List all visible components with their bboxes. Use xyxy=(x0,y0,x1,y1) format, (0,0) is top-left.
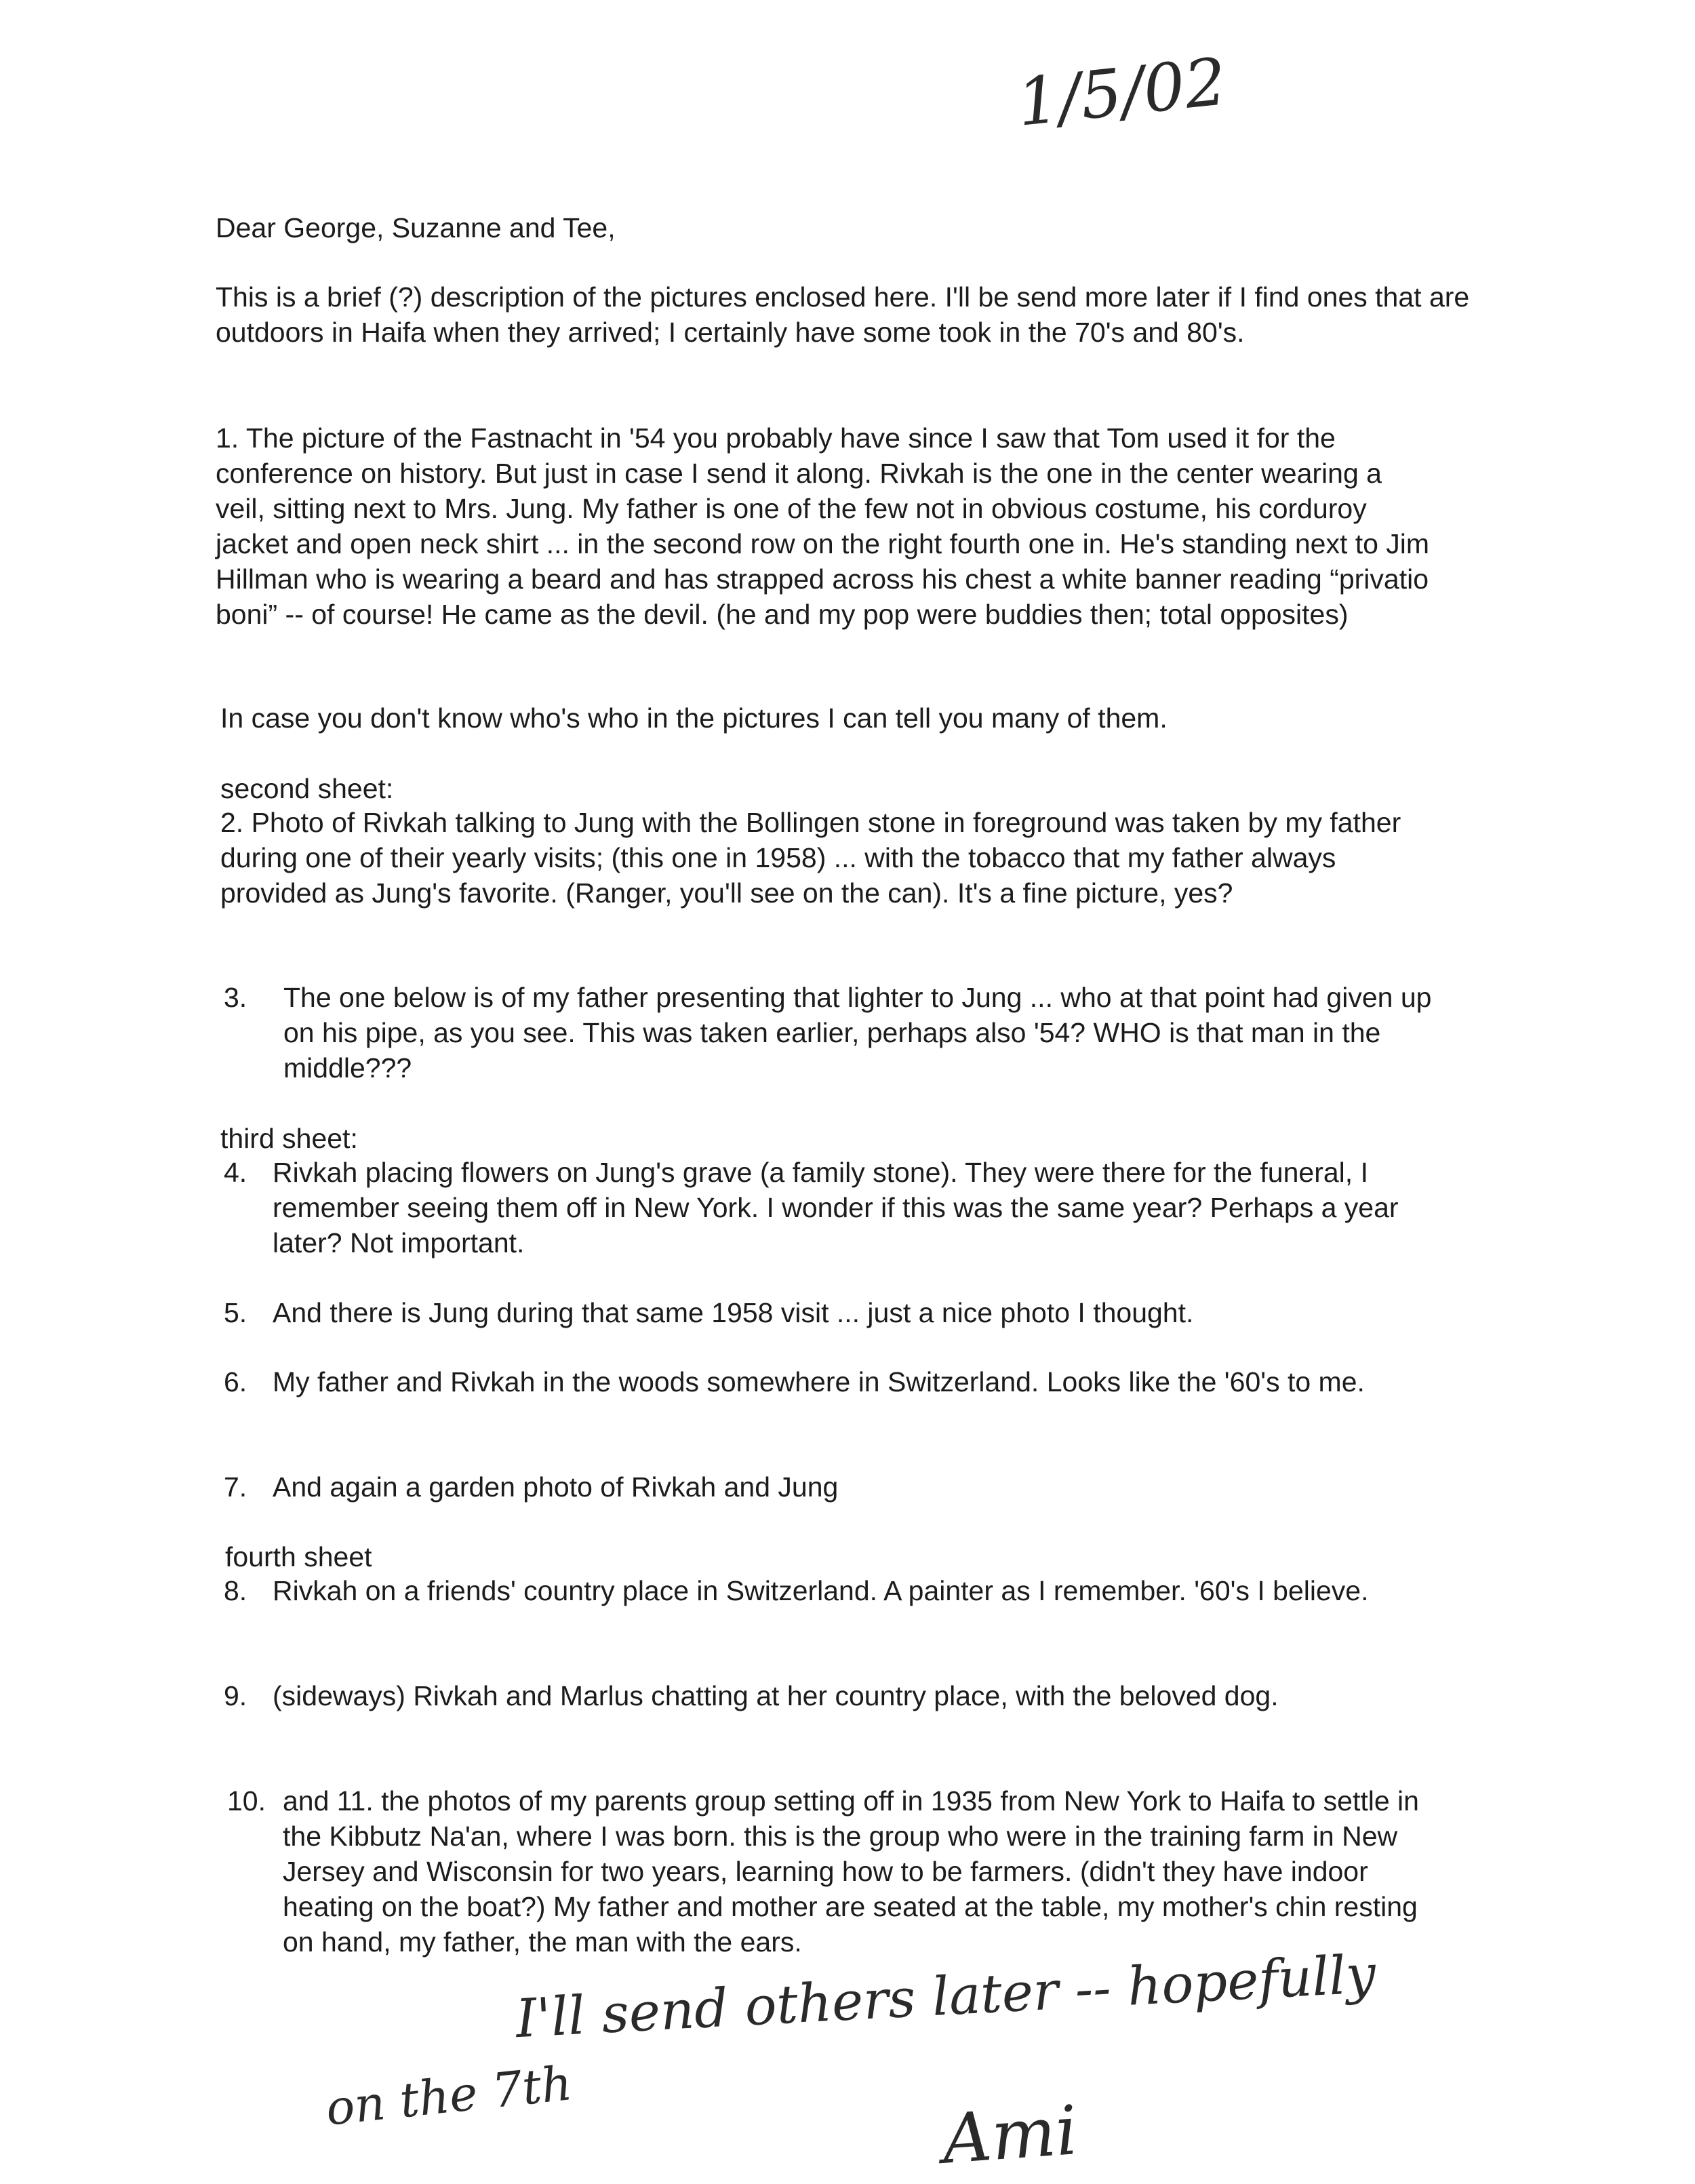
handwritten-date: 1/5/02 xyxy=(1013,43,1231,141)
item-1-paragraph: 1. The picture of the Fastnacht in '54 you probably have since I saw that Tom used it for the conference on history. But just in case I send it along. Rivkah is the one in the center wearing a veil, sitting next to Mrs. Jung. My father is one of the few not in obvious costume, his corduroy jacket and open neck shirt ... in the second row on the right fourth one in. He's standing next to Jim Hillman who is wearing a beard and has strapped across his chest a white banner reading “privatio boni” -- of course! He came as the devil. (he and my pop were buddies then; total opposites) xyxy=(216,422,1430,630)
salutation: Dear George, Suzanne and Tee, xyxy=(216,212,616,243)
handwritten-postscript-continued: on the 7th xyxy=(323,2055,575,2137)
item-number: 7. xyxy=(224,1471,247,1503)
item-text: And there is Jung during that same 1958 visit ... just a nice photo I thought. xyxy=(273,1297,1194,1328)
sheet-heading-3: third sheet: xyxy=(220,1123,358,1154)
item-number: 4. xyxy=(224,1157,247,1188)
signature: Ami xyxy=(940,2090,1080,2179)
item-number: 8. xyxy=(224,1575,247,1606)
item-number: 9. xyxy=(224,1680,247,1711)
item-text: The one below is of my father presenting that lighter to Jung ... who at that point had given up on his pipe, as you see. This was taken earlier, perhaps also '54? WHO is that man in the middle??? xyxy=(283,982,1432,1084)
intro-paragraph: This is a brief (?) description of the pictures enclosed here. I'll be send more later if I find ones that are outdoors in Haifa when they arrived; I certainly have some took in the 70's and 80's. xyxy=(216,281,1470,348)
sheet-heading-4: fourth sheet xyxy=(225,1541,372,1572)
item-number: 10. xyxy=(227,1785,266,1816)
item-number: 3. xyxy=(224,982,247,1013)
sheet-heading-2: second sheet: xyxy=(220,773,394,804)
item-number: 5. xyxy=(224,1297,247,1328)
item-text: My father and Rivkah in the woods somewhere in Switzerland. Looks like the '60's to me. xyxy=(273,1366,1365,1397)
case-note: In case you don't know who's who in the pictures I can tell you many of them. xyxy=(220,702,1168,734)
handwritten-postscript: I'll send others later -- hopefully xyxy=(514,1943,1378,2050)
item-number: 6. xyxy=(224,1366,247,1397)
item-text: Rivkah on a friends' country place in Switzerland. A painter as I remember. '60's I believe. xyxy=(273,1575,1369,1606)
item-text: and 11. the photos of my parents group setting off in 1935 from New York to Haifa to settle in the Kibbutz Na'an, where I was born. this is the group who were in the training farm in New Jersey and Wisconsin for two years, learning how to be farmers. (didn't they have indoor heating on the boat?) My father and mother are seated at the table, my mother's chin resting on hand, my father, the man with the ears. xyxy=(283,1785,1419,1958)
item-text: Rivkah placing flowers on Jung's grave (a family stone). They were there for the funeral, I remember seeing them off in New York. I wonder if this was the same year? Perhaps a year later? Not important. xyxy=(273,1157,1399,1258)
item-2-paragraph: 2. Photo of Rivkah talking to Jung with the Bollingen stone in foreground was taken by my father during one of their yearly visits; (this one in 1958) ... with the tobacco that my father always provided as Jung's favorite. (Ranger, you'll see on the can). It's a fine picture, yes? xyxy=(220,807,1401,909)
item-text: (sideways) Rivkah and Marlus chatting at her country place, with the beloved dog. xyxy=(273,1680,1279,1711)
item-text: And again a garden photo of Rivkah and Jung xyxy=(273,1471,839,1503)
